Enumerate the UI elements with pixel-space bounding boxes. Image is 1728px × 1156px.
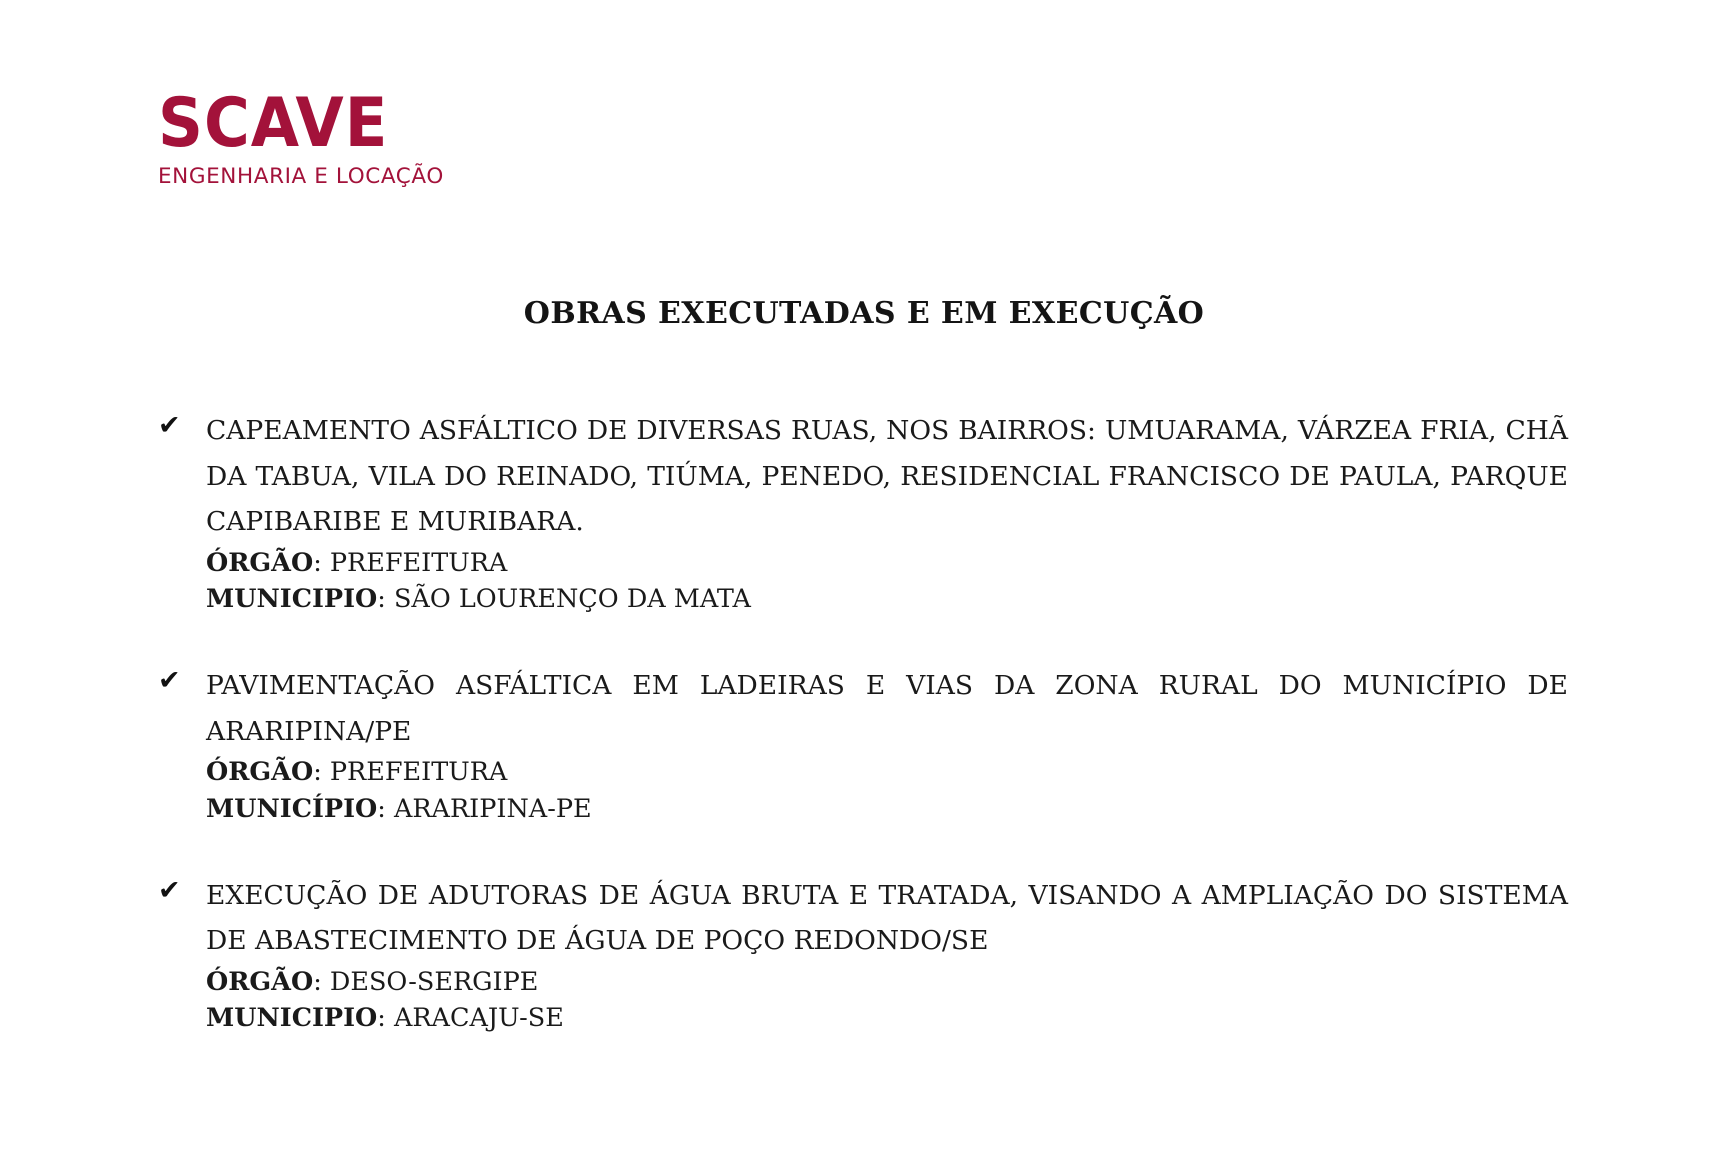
work-organ [158, 754, 1568, 790]
organ-value: : PREFEITURA [313, 547, 508, 578]
check-icon: ✔ [158, 410, 181, 441]
work-municipality [158, 791, 1568, 827]
list-item [158, 663, 1568, 827]
work-municipality [158, 581, 1568, 617]
work-description: CAPEAMENTO ASFÁLTICO DE DIVERSAS RUAS, NOS BAIRROS: UMUARAMA, VÁRZEA FRIA, CHÃ DA TABUA, VILA DO REINADO, TIÚMA, PENEDO, RESIDENCIAL FRANCISCO DE PAULA, PARQUE CAPIBARIBE E MURIBARA. [206, 415, 1568, 538]
list-item [158, 873, 1568, 1037]
organ-label: ÓRGÃO [206, 757, 314, 788]
municipality-label: MUNICIPIO [206, 1003, 378, 1034]
organ-value: : PREFEITURA [313, 757, 508, 788]
municipality-label: MUNICÍPIO [206, 793, 378, 824]
organ-label: ÓRGÃO [206, 547, 314, 578]
work-description-block [158, 873, 1568, 964]
work-description-block [158, 663, 1568, 754]
municipality-value: : ARARIPINA-PE [377, 793, 592, 824]
works-list [158, 408, 1568, 1036]
logo-tagline: ENGENHARIA E LOCAÇÃO [158, 163, 444, 189]
logo-wordmark: SCAVE [158, 84, 389, 163]
organ-value: : DESO-SERGIPE [313, 966, 539, 997]
work-organ [158, 964, 1568, 1000]
page-title: OBRAS EXECUTADAS E EM EXECUÇÃO [523, 296, 1205, 331]
list-item [158, 408, 1568, 617]
organ-label: ÓRGÃO [206, 966, 314, 997]
check-icon: ✔ [158, 874, 181, 906]
work-description: PAVIMENTAÇÃO ASFÁLTICA EM LADEIRAS E VIAS DA ZONA RURAL DO MUNICÍPIO DE ARARIPINA/PE [206, 670, 1568, 747]
company-logo [158, 84, 538, 189]
work-organ [158, 545, 1568, 581]
work-description-block [158, 408, 1568, 545]
municipality-label: MUNICIPIO [206, 583, 378, 614]
work-municipality [158, 1000, 1568, 1036]
municipality-value: : ARACAJU-SE [377, 1003, 564, 1034]
work-description: EXECUÇÃO DE ADUTORAS DE ÁGUA BRUTA E TRATADA, VISANDO A AMPLIAÇÃO DO SISTEMA DE ABASTECIMENTO DE ÁGUA DE POÇO REDONDO/SE [206, 879, 1568, 957]
municipality-value: : SÃO LOURENÇO DA MATA [377, 583, 751, 614]
check-icon: ✔ [158, 665, 181, 697]
